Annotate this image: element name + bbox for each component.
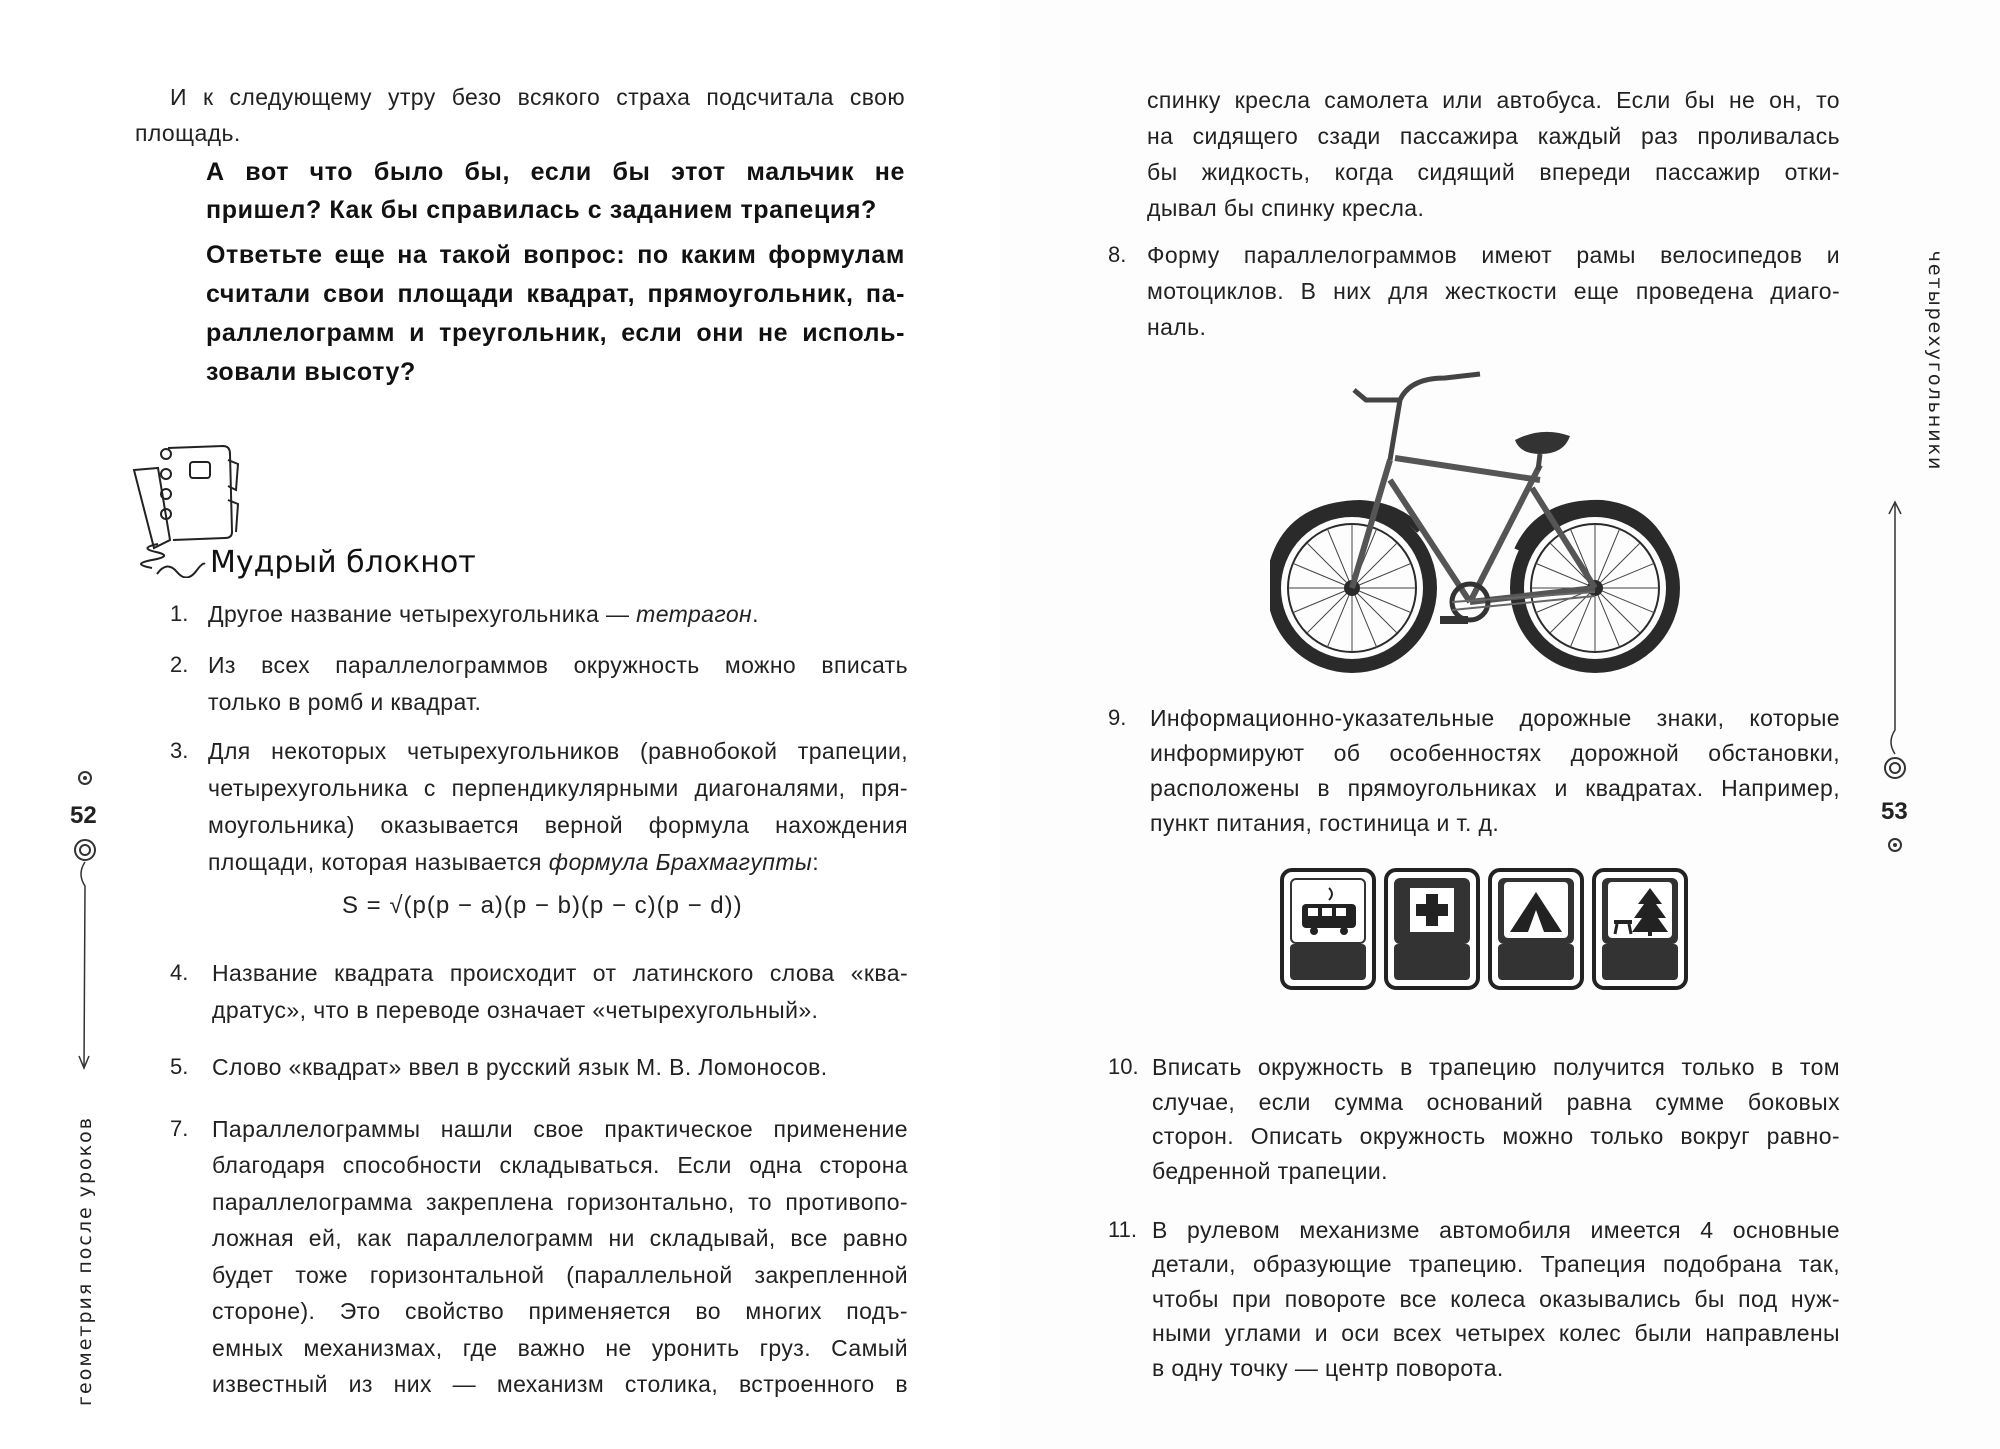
item-number: 11.	[1108, 1217, 1137, 1242]
question-1-line-1: А вот что было бы, если бы этот мальчик не	[206, 158, 905, 186]
section-heading: Мудрый блокнот	[210, 545, 476, 580]
item-1-end: .	[752, 601, 759, 627]
intro-line-1: И к следующему утру безо всякого страха подсчитала свою	[170, 84, 905, 110]
item-11-line-1: В рулевом механизме автомобиля имеется 4 основные	[1152, 1217, 1840, 1243]
question-2-line-2: считали свои площади квадрат, прямоугольник, па-	[206, 280, 905, 308]
item-8-line-2: мотоциклов. В них для жесткости еще проведена диаго-	[1147, 278, 1840, 304]
bicycle-illustration-icon	[1270, 370, 1690, 680]
item-3-end: :	[812, 849, 819, 875]
item-3-text: площади, которая называется	[208, 849, 549, 875]
running-title: геометрия после уроков	[74, 1116, 96, 1406]
cont-line-2: на сидящего сзади пассажира каждый раз проливалась	[1147, 123, 1840, 149]
question-2-line-3: раллелограмм и треугольник, если они не исполь-	[206, 319, 905, 347]
camping-sign-icon	[1488, 868, 1584, 990]
item-9-line-4: пункт питания, гостиница и т. д.	[1150, 810, 1500, 836]
item-11-line-2: детали, образующие трапецию. Трапеция подобрана так,	[1152, 1251, 1840, 1277]
item-9-line-1: Информационно-указательные дорожные знаки, которые	[1150, 705, 1840, 731]
item-7-line-6: стороне). Это свойство применяется во многих подъ-	[212, 1298, 908, 1324]
item-7-line-8: известный из них — механизм столика, встроенного в	[212, 1371, 908, 1397]
bus-stop-sign-icon	[1280, 868, 1376, 990]
item-7-line-2: благодаря способности складываться. Если одна сторона	[212, 1152, 908, 1178]
item-11-line-4: ными углами и оси всех четырех колес были направлены	[1152, 1320, 1840, 1346]
right-page	[1000, 0, 2000, 1449]
item-number: 2.	[170, 652, 189, 677]
item-10-line-3: сторон. Описать окружность можно только вокруг равно-	[1152, 1123, 1840, 1149]
item-3-term: формула Брахмагупты	[548, 849, 813, 875]
item-5-line-1: Слово «квадрат» ввел в русский язык М. В. Ломоносов.	[212, 1054, 828, 1080]
item-number: 1.	[170, 601, 189, 626]
item-8-line-3: наль.	[1147, 314, 1207, 340]
item-7-line-3: параллелограмма закреплена горизонтально, то противопо-	[212, 1189, 908, 1215]
running-title: четырехугольники	[1924, 250, 1946, 472]
item-1-term: тетрагон	[636, 601, 753, 627]
item-7-line-1: Параллелограммы нашли свое практическое применение	[212, 1116, 908, 1142]
item-number: 3.	[170, 738, 189, 763]
item-3-line-1: Для некоторых четырехугольников (равнобокой трапеции,	[208, 738, 908, 764]
item-number: 5.	[170, 1054, 189, 1079]
brahmagupta-formula: S = √(p(p − a)(p − b)(p − c)(p − d))	[342, 892, 743, 919]
item-11-line-3: чтобы при повороте все колеса оказывались бы под нуж-	[1152, 1286, 1840, 1312]
question-1-line-2: пришел? Как бы справилась с заданием трапеция?	[206, 196, 877, 224]
item-7-line-4: ложная ей, как параллелограмм ни складывай, все равно	[212, 1225, 908, 1251]
cont-line-1: спинку кресла самолета или автобуса. Если бы не он, то	[1147, 87, 1840, 113]
intro-line-2: площадь.	[135, 120, 241, 146]
item-4-line-2: дратус», что в переводе означает «четырехугольный».	[212, 997, 819, 1023]
item-3-line-4	[208, 844, 908, 880]
question-2-line-1: Ответьте еще на такой вопрос: по каким формулам	[206, 241, 905, 269]
page-number: 53	[1881, 798, 1908, 825]
item-7-line-7: емных механизмах, где важно не уронить груз. Самый	[212, 1335, 908, 1361]
item-2-line-2: только в ромб и квадрат.	[208, 689, 482, 715]
list-item-1	[208, 596, 908, 632]
page-number: 52	[70, 802, 97, 829]
squiggle-icon	[155, 556, 207, 578]
item-3-line-2: четырехугольника с перпендикулярными диагоналями, пря-	[208, 775, 908, 801]
item-number: 4.	[170, 960, 189, 985]
item-4-line-1: Название квадрата происходит от латинского слова «ква-	[212, 960, 908, 986]
first-aid-sign-icon	[1384, 868, 1480, 990]
item-8-line-1: Форму параллелограммов имеют рамы велосипедов и	[1147, 242, 1840, 268]
question-2-line-4: зовали высоту?	[206, 358, 416, 386]
item-1-text: Другое название четырехугольника —	[208, 601, 637, 627]
picnic-site-sign-icon	[1592, 868, 1688, 990]
item-2-line-1: Из всех параллелограммов окружность можно вписать	[208, 652, 908, 678]
item-10-line-2: случае, если сумма оснований равна сумме боковых	[1152, 1089, 1840, 1115]
item-9-line-3: расположены в прямоугольниках и квадратах. Например,	[1150, 775, 1840, 801]
item-7-line-5: будет тоже горизонтальной (параллельной закрепленной	[212, 1262, 908, 1288]
item-number: 7.	[170, 1116, 189, 1141]
item-10-line-4: бедренной трапеции.	[1152, 1158, 1388, 1184]
cont-line-3: бы жидкость, когда сидящий впереди пассажир отки-	[1147, 159, 1840, 185]
item-number: 10.	[1108, 1054, 1139, 1079]
item-9-line-2: информируют об особенностях дорожной обстановки,	[1150, 740, 1840, 766]
cont-line-4: дывал бы спинку кресла.	[1147, 195, 1425, 221]
left-page	[0, 0, 990, 1449]
item-3-line-3: моугольника) оказывается верной формула нахождения	[208, 812, 908, 838]
item-number: 9.	[1108, 705, 1127, 730]
item-number: 8.	[1108, 242, 1127, 267]
item-10-line-1: Вписать окружность в трапецию получится только в том	[1152, 1054, 1840, 1080]
item-11-line-5: в одну точку — центр поворота.	[1152, 1355, 1504, 1381]
